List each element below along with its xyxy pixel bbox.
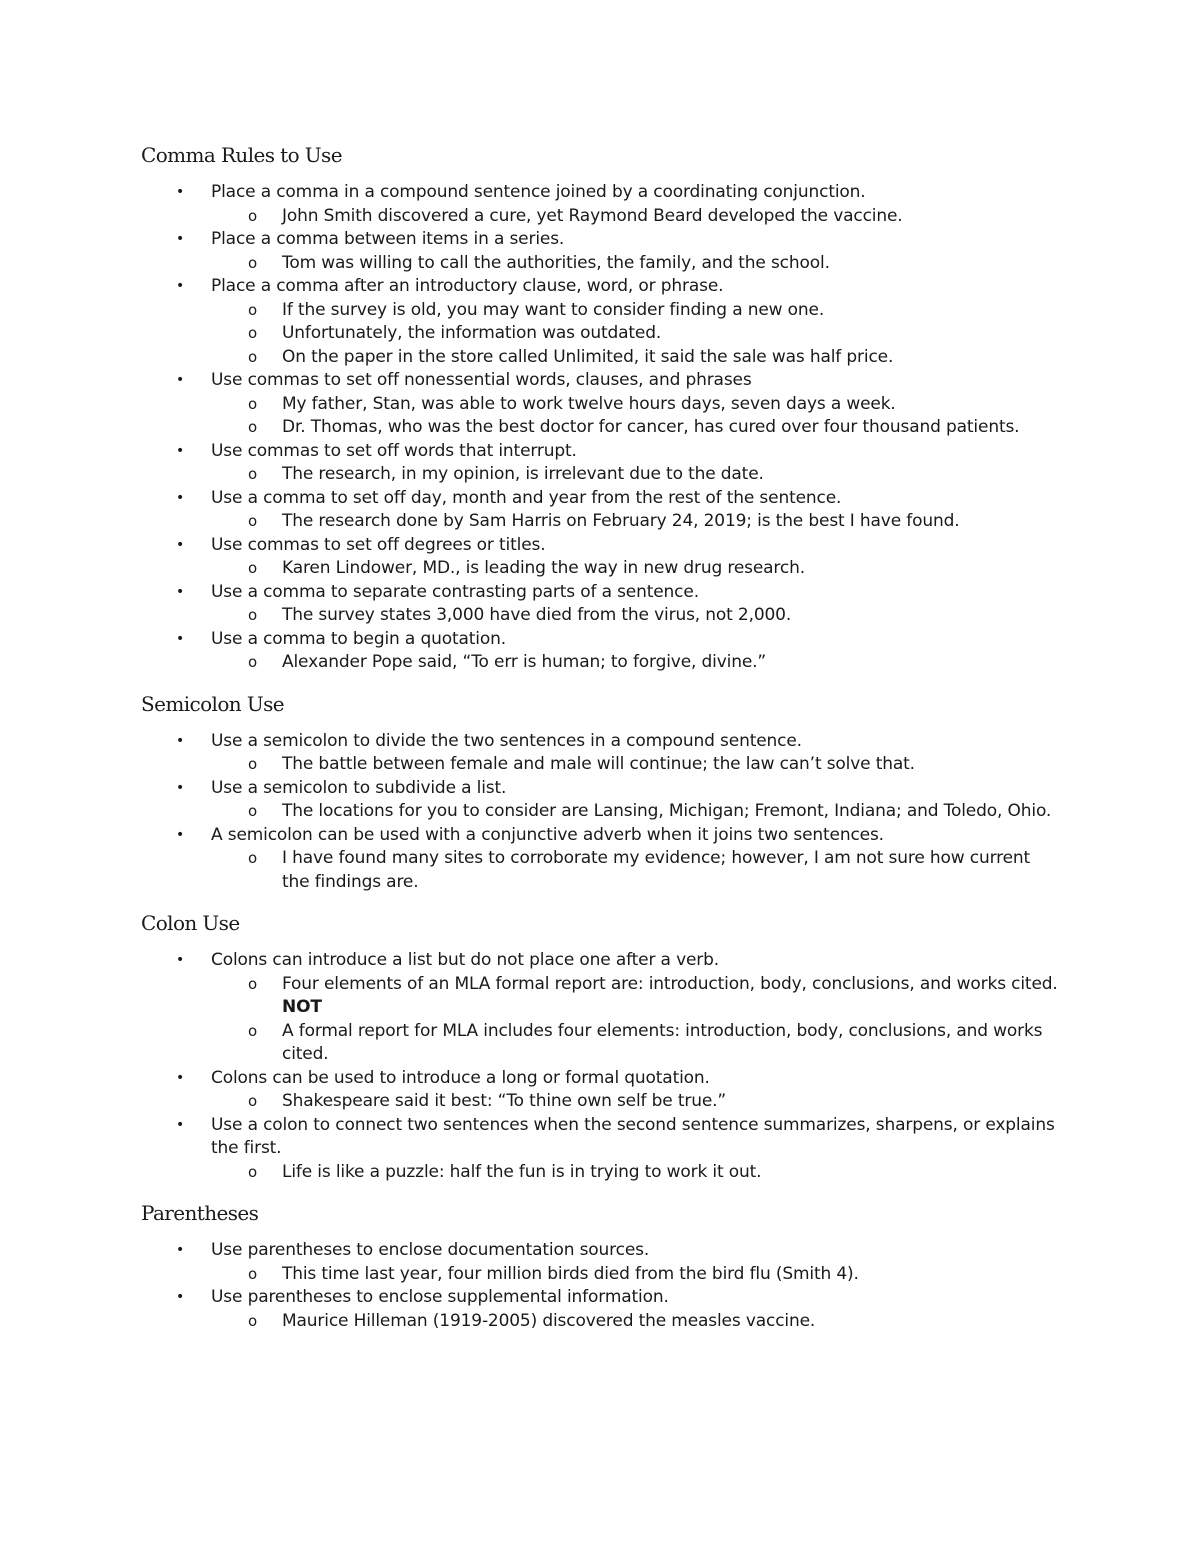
bullet-icon: •: [176, 630, 185, 647]
example-sentence: Shakespeare said it best: “To thine own self be true.”: [282, 1091, 727, 1111]
example-sentence: My father, Stan, was able to work twelve hours days, seven days a week.: [282, 393, 896, 414]
example-text: [282, 463, 1061, 487]
example-item: [211, 1020, 1061, 1067]
sub-bullet-icon: o: [248, 465, 258, 483]
sub-bullet-icon: o: [248, 802, 258, 820]
example-text: [282, 651, 1061, 675]
sub-bullet-icon: o: [248, 653, 258, 671]
example-list: [211, 557, 1061, 581]
rule-item: [141, 824, 1061, 895]
rule-list: [141, 949, 1061, 1184]
sub-bullet-icon: o: [248, 849, 258, 867]
sub-bullet-icon: o: [248, 1021, 258, 1040]
section-heading: Parentheses: [141, 1201, 259, 1225]
example-item: [211, 1263, 1061, 1287]
example-list: [211, 847, 1061, 894]
sub-bullet-icon: o: [248, 1311, 258, 1330]
rule-text: Use commas to set off nonessential words, clauses, and phrases: [211, 370, 752, 390]
bullet-icon: •: [176, 231, 185, 247]
example-item: [211, 346, 1061, 370]
example-item: [211, 463, 1061, 487]
rule-text: Use a semicolon to divide the two sentences in a compound sentence.: [211, 730, 802, 751]
example-item: [211, 205, 1061, 229]
example-list: [211, 252, 1061, 276]
bullet-icon: •: [176, 1116, 185, 1133]
example-sentence: A formal report for MLA includes four elements: introduction, body, conclusions, and works cited.: [282, 1020, 1043, 1064]
example-list: [211, 1263, 1061, 1287]
section: [141, 690, 1061, 895]
sub-bullet-icon: o: [248, 1092, 258, 1110]
rule-text: Use a colon to connect two sentences when the second sentence summarizes, sharpens, or explains the first.: [211, 1114, 1055, 1158]
rule-text: Use a semicolon to subdivide a list.: [211, 777, 507, 798]
example-list: [211, 1161, 1061, 1185]
document-page: [141, 141, 1061, 1348]
section: [141, 909, 1061, 1184]
bullet-icon: •: [176, 372, 185, 388]
example-text: [282, 1090, 1061, 1114]
rule-item: [141, 628, 1061, 675]
example-text: [282, 800, 1061, 824]
example-sentence: The battle between female and male will continue; the law can’t solve that.: [282, 754, 915, 774]
example-item: [211, 299, 1061, 323]
rule-item: [141, 1067, 1061, 1114]
example-list: [211, 753, 1061, 777]
rule-item: [141, 1239, 1061, 1286]
section: [141, 1199, 1061, 1333]
example-sentence: On the paper in the store called Unlimited, it said the sale was half price.: [282, 346, 894, 367]
example-list: [211, 604, 1061, 628]
rule-text: Use commas to set off degrees or titles.: [211, 534, 546, 555]
example-item: [211, 973, 1061, 1020]
example-list: [211, 205, 1061, 229]
sub-bullet-icon: o: [248, 394, 258, 413]
example-text: [282, 205, 1061, 229]
example-list: [211, 1090, 1061, 1114]
example-sentence: The locations for you to consider are Lansing, Michigan; Fremont, Indiana; and Toledo, Ohio.: [282, 801, 1052, 821]
bullet-icon: •: [176, 184, 185, 200]
rule-item: [141, 487, 1061, 534]
sub-bullet-icon: o: [248, 1264, 258, 1283]
example-item: [211, 252, 1061, 276]
example-sentence: The research done by Sam Harris on February 24, 2019; is the best I have found.: [282, 511, 960, 531]
rule-item: [141, 369, 1061, 440]
rule-item: [141, 949, 1061, 1067]
example-list: [211, 510, 1061, 534]
example-list: [211, 800, 1061, 824]
example-item: [211, 651, 1061, 675]
rule-text: Use a comma to begin a quotation.: [211, 628, 506, 649]
section-heading: Colon Use: [141, 911, 240, 935]
rule-text: Use parentheses to enclose supplemental information.: [211, 1287, 669, 1307]
example-text: [282, 1263, 1061, 1287]
sub-bullet-icon: o: [248, 206, 258, 225]
example-item: [211, 800, 1061, 824]
sub-bullet-icon: o: [248, 974, 258, 993]
example-sentence: Maurice Hilleman (1919-2005) discovered the measles vaccine.: [282, 1310, 816, 1331]
rule-list: [141, 1239, 1061, 1333]
rule-text: Colons can introduce a list but do not place one after a verb.: [211, 950, 720, 970]
example-sentence: Karen Lindower, MD., is leading the way in new drug research.: [282, 558, 805, 578]
example-text: [282, 753, 1061, 777]
example-text: [282, 1161, 1061, 1185]
section: [141, 141, 1061, 675]
example-text: [282, 252, 1061, 276]
example-text: [282, 1020, 1061, 1067]
example-item: [211, 393, 1061, 417]
example-sentence: I have found many sites to corroborate my evidence; however, I am not sure how current the findings are.: [282, 848, 1031, 892]
example-text: [282, 1310, 1061, 1334]
rule-text: Colons can be used to introduce a long or formal quotation.: [211, 1067, 710, 1088]
example-text: [282, 346, 1061, 370]
bullet-icon: •: [176, 952, 185, 968]
bullet-icon: •: [176, 826, 185, 843]
rule-text: Place a comma after an introductory clause, word, or phrase.: [211, 276, 724, 296]
example-item: [211, 1310, 1061, 1334]
sub-bullet-icon: o: [248, 1162, 258, 1181]
sub-bullet-icon: o: [248, 606, 258, 624]
example-text: [282, 510, 1061, 534]
sub-bullet-icon: o: [248, 324, 258, 342]
example-text: [282, 847, 1061, 894]
example-item: [211, 557, 1061, 581]
rule-text: Place a comma between items in a series.: [211, 229, 565, 249]
bullet-icon: •: [176, 489, 185, 506]
sub-bullet-icon: o: [248, 559, 258, 577]
example-text: [282, 557, 1061, 581]
rule-item: [141, 730, 1061, 777]
example-text: [282, 416, 1061, 440]
example-sentence: Four elements of an MLA formal report are: introduction, body, conclusions, and works cited.: [282, 973, 1058, 994]
example-item: [211, 1161, 1061, 1185]
sub-bullet-icon: o: [248, 512, 258, 530]
bullet-icon: •: [176, 442, 185, 459]
rule-text: Use parentheses to enclose documentation sources.: [211, 1240, 650, 1260]
sub-bullet-icon: o: [248, 755, 258, 773]
example-text: [282, 604, 1061, 628]
example-sentence: Tom was willing to call the authorities, the family, and the school.: [282, 252, 830, 273]
example-sentence: Dr. Thomas, who was the best doctor for cancer, has cured over four thousand patients.: [282, 417, 1020, 437]
rule-item: [141, 777, 1061, 824]
rule-text: Place a comma in a compound sentence joined by a coordinating conjunction.: [211, 182, 866, 202]
rule-item: [141, 181, 1061, 228]
bullet-icon: •: [176, 583, 185, 600]
bullet-icon: •: [176, 1069, 185, 1086]
example-sentence: The research, in my opinion, is irrelevant due to the date.: [282, 464, 764, 484]
example-text: [282, 393, 1061, 417]
sub-bullet-icon: o: [248, 300, 258, 319]
example-item: [211, 1090, 1061, 1114]
example-list: [211, 463, 1061, 487]
example-list: [211, 973, 1061, 1067]
rule-list: [141, 181, 1061, 675]
example-sentence: Life is like a puzzle: half the fun is in trying to work it out.: [282, 1161, 762, 1182]
example-text: [282, 299, 1061, 323]
example-item: [211, 604, 1061, 628]
rule-item: [141, 534, 1061, 581]
example-sentence: Alexander Pope said, “To err is human; to forgive, divine.”: [282, 652, 767, 672]
bullet-icon: •: [176, 1242, 185, 1258]
example-list: [211, 1310, 1061, 1334]
example-sentence: If the survey is old, you may want to consider finding a new one.: [282, 299, 825, 320]
rule-list: [141, 730, 1061, 895]
sub-bullet-icon: o: [248, 253, 258, 272]
rule-item: [141, 228, 1061, 275]
sub-bullet-icon: o: [248, 418, 258, 436]
example-sentence: Unfortunately, the information was outdated.: [282, 323, 662, 343]
rule-text: Use commas to set off words that interrupt.: [211, 440, 577, 461]
bullet-icon: •: [176, 1289, 185, 1305]
rule-item: [141, 1286, 1061, 1333]
example-item: [211, 510, 1061, 534]
example-list: [211, 651, 1061, 675]
example-text: [282, 973, 1061, 1020]
example-item: [211, 322, 1061, 346]
bullet-icon: •: [176, 278, 185, 294]
example-sentence: This time last year, four million birds died from the bird flu (Smith 4).: [282, 1263, 859, 1284]
example-item: [211, 753, 1061, 777]
example-text: [282, 322, 1061, 346]
rule-item: [141, 1114, 1061, 1185]
example-sentence: The survey states 3,000 have died from the virus, not 2,000.: [282, 605, 792, 625]
emphasis-label: NOT: [282, 997, 322, 1017]
sub-bullet-icon: o: [248, 347, 258, 366]
example-item: [211, 847, 1061, 894]
rule-text: Use a comma to separate contrasting parts of a sentence.: [211, 581, 699, 602]
section-heading: Comma Rules to Use: [141, 143, 342, 167]
rule-text: A semicolon can be used with a conjunctive adverb when it joins two sentences.: [211, 824, 884, 845]
bullet-icon: •: [176, 732, 185, 749]
rule-text: Use a comma to set off day, month and year from the rest of the sentence.: [211, 487, 842, 508]
example-sentence: John Smith discovered a cure, yet Raymond Beard developed the vaccine.: [282, 205, 903, 226]
section-heading: Semicolon Use: [141, 691, 284, 716]
bullet-icon: •: [176, 536, 185, 553]
rule-item: [141, 581, 1061, 628]
example-item: [211, 416, 1061, 440]
rule-item: [141, 275, 1061, 369]
example-list: [211, 299, 1061, 370]
rule-item: [141, 440, 1061, 487]
example-list: [211, 393, 1061, 440]
bullet-icon: •: [176, 779, 185, 796]
